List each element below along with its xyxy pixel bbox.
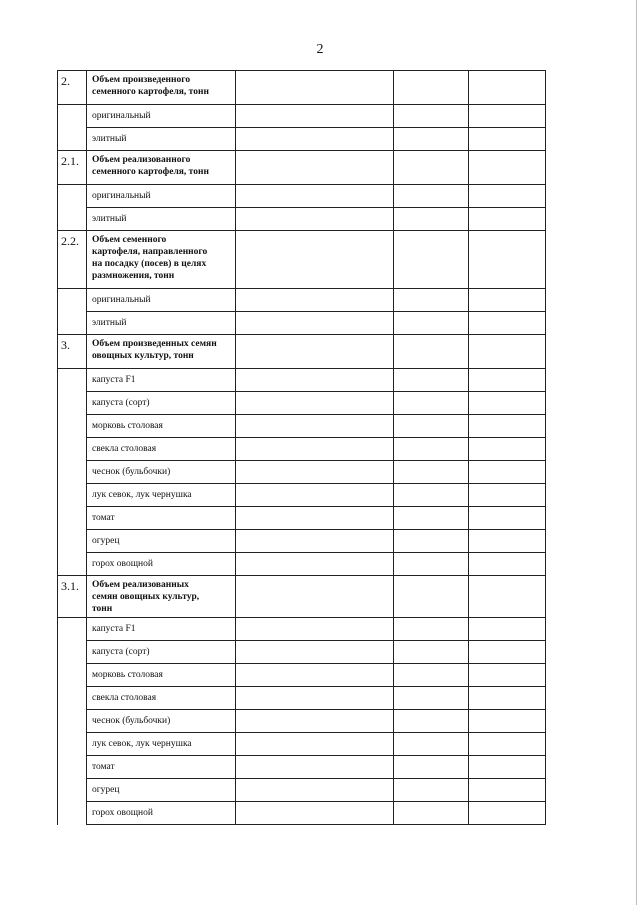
section-number: 2.2.: [58, 231, 87, 289]
number-cell-empty: [58, 530, 87, 553]
section-title-line: тонн: [92, 604, 113, 614]
value-cell[interactable]: [236, 618, 394, 641]
value-cell[interactable]: [236, 733, 394, 756]
value-cell[interactable]: [469, 128, 546, 151]
value-cell[interactable]: [236, 185, 394, 208]
item-row: [58, 438, 546, 461]
value-cell[interactable]: [236, 415, 394, 438]
number-cell-empty: [58, 185, 87, 208]
value-cell[interactable]: [469, 312, 546, 335]
item-label: элитный: [87, 128, 236, 151]
value-cell[interactable]: [394, 415, 469, 438]
item-label: огурец: [87, 530, 236, 553]
item-row: [58, 128, 546, 151]
item-row: [58, 618, 546, 641]
value-cell[interactable]: [469, 151, 546, 185]
item-row: [58, 289, 546, 312]
section-number: 3.: [58, 335, 87, 369]
item-label: морковь столовая: [87, 664, 236, 687]
item-label: морковь столовая: [87, 415, 236, 438]
item-row: [58, 687, 546, 710]
section-header-row: [58, 151, 546, 185]
section-title-line: семенного картофеля, тонн: [92, 87, 209, 97]
value-cell[interactable]: [469, 687, 546, 710]
value-cell[interactable]: [394, 105, 469, 128]
value-cell[interactable]: [469, 710, 546, 733]
item-label: капуста F1: [87, 618, 236, 641]
value-cell[interactable]: [236, 151, 394, 185]
section-title: [87, 576, 236, 618]
number-cell-empty: [58, 779, 87, 802]
item-row: [58, 664, 546, 687]
number-cell-empty: [58, 484, 87, 507]
page-edge-line: [636, 0, 637, 905]
item-row: [58, 756, 546, 779]
item-label: горох овощной: [87, 802, 236, 825]
number-cell-empty: [58, 802, 87, 825]
section-title: [87, 335, 236, 369]
section-title-line: овощных культур, тонн: [92, 351, 194, 361]
value-cell[interactable]: [469, 185, 546, 208]
section-title-line: картофеля, направленного: [92, 247, 208, 257]
number-cell-empty: [58, 208, 87, 231]
item-label: горох овощной: [87, 553, 236, 576]
value-cell[interactable]: [236, 530, 394, 553]
value-cell[interactable]: [394, 369, 469, 392]
section-title: [87, 151, 236, 185]
item-row: [58, 530, 546, 553]
number-cell-empty: [58, 392, 87, 415]
value-cell[interactable]: [236, 687, 394, 710]
item-row: [58, 369, 546, 392]
value-cell[interactable]: [394, 641, 469, 664]
item-row: [58, 553, 546, 576]
value-cell[interactable]: [394, 392, 469, 415]
section-header-row: [58, 576, 546, 618]
value-cell[interactable]: [469, 576, 546, 618]
item-label: томат: [87, 507, 236, 530]
item-label: огурец: [87, 779, 236, 802]
report-table: [57, 70, 546, 825]
item-row: [58, 415, 546, 438]
section-number: 3.1.: [58, 576, 87, 618]
page-number: 2: [316, 42, 324, 57]
item-row: [58, 507, 546, 530]
item-row: [58, 208, 546, 231]
number-cell-empty: [58, 756, 87, 779]
item-row: [58, 105, 546, 128]
section-title-line: семенного картофеля, тонн: [92, 167, 209, 177]
value-cell[interactable]: [469, 231, 546, 289]
number-cell-empty: [58, 710, 87, 733]
item-label: элитный: [87, 312, 236, 335]
item-row: [58, 779, 546, 802]
value-cell[interactable]: [394, 438, 469, 461]
value-cell[interactable]: [236, 461, 394, 484]
item-row: [58, 461, 546, 484]
value-cell[interactable]: [469, 756, 546, 779]
item-label: капуста (сорт): [87, 641, 236, 664]
value-cell[interactable]: [469, 105, 546, 128]
number-cell-empty: [58, 438, 87, 461]
value-cell[interactable]: [469, 461, 546, 484]
section-number: 2.1.: [58, 151, 87, 185]
item-label: оригинальный: [87, 185, 236, 208]
item-row: [58, 802, 546, 825]
item-label: томат: [87, 756, 236, 779]
value-cell[interactable]: [469, 289, 546, 312]
item-row: [58, 392, 546, 415]
value-cell[interactable]: [469, 553, 546, 576]
section-title-line: на посадку (посев) в целях: [92, 259, 207, 269]
section-title-line: Объем реализованных: [92, 580, 189, 590]
value-cell[interactable]: [394, 128, 469, 151]
item-label: лук севок, лук чернушка: [87, 484, 236, 507]
item-row: [58, 733, 546, 756]
item-row: [58, 710, 546, 733]
value-cell[interactable]: [236, 710, 394, 733]
number-cell-empty: [58, 289, 87, 312]
value-cell[interactable]: [236, 553, 394, 576]
number-cell-empty: [58, 641, 87, 664]
value-cell[interactable]: [236, 105, 394, 128]
value-cell[interactable]: [469, 335, 546, 369]
value-cell[interactable]: [469, 802, 546, 825]
number-cell-empty: [58, 461, 87, 484]
value-cell[interactable]: [394, 576, 469, 618]
number-cell-empty: [58, 733, 87, 756]
value-cell[interactable]: [394, 312, 469, 335]
number-cell-empty: [58, 415, 87, 438]
section-number: 2.: [58, 71, 87, 105]
value-cell[interactable]: [469, 438, 546, 461]
item-label: оригинальный: [87, 105, 236, 128]
value-cell[interactable]: [236, 289, 394, 312]
number-cell-empty: [58, 128, 87, 151]
value-cell[interactable]: [394, 185, 469, 208]
value-cell[interactable]: [236, 802, 394, 825]
value-cell[interactable]: [469, 664, 546, 687]
value-cell[interactable]: [394, 802, 469, 825]
value-cell[interactable]: [469, 392, 546, 415]
value-cell[interactable]: [394, 779, 469, 802]
section-header-row: [58, 71, 546, 105]
value-cell[interactable]: [469, 618, 546, 641]
value-cell[interactable]: [469, 369, 546, 392]
value-cell[interactable]: [394, 618, 469, 641]
value-cell[interactable]: [469, 484, 546, 507]
value-cell[interactable]: [236, 369, 394, 392]
item-label: чеснок (бульбочки): [87, 461, 236, 484]
value-cell[interactable]: [236, 641, 394, 664]
item-label: капуста (сорт): [87, 392, 236, 415]
value-cell[interactable]: [394, 530, 469, 553]
item-label: свекла столовая: [87, 687, 236, 710]
number-cell-empty: [58, 687, 87, 710]
value-cell[interactable]: [236, 438, 394, 461]
value-cell[interactable]: [236, 507, 394, 530]
value-cell[interactable]: [394, 151, 469, 185]
value-cell[interactable]: [469, 507, 546, 530]
item-row: [58, 641, 546, 664]
value-cell[interactable]: [236, 208, 394, 231]
value-cell[interactable]: [236, 756, 394, 779]
number-cell-empty: [58, 507, 87, 530]
value-cell[interactable]: [236, 231, 394, 289]
value-cell[interactable]: [394, 484, 469, 507]
value-cell[interactable]: [469, 733, 546, 756]
value-cell[interactable]: [394, 335, 469, 369]
section-title-line: семян овощных культур,: [92, 592, 200, 602]
number-cell-empty: [58, 664, 87, 687]
value-cell[interactable]: [394, 461, 469, 484]
value-cell[interactable]: [469, 71, 546, 105]
section-title: [87, 71, 236, 105]
section-header-row: [58, 335, 546, 369]
item-label: капуста F1: [87, 369, 236, 392]
value-cell[interactable]: [394, 71, 469, 105]
value-cell[interactable]: [236, 128, 394, 151]
section-title-line: Объем произведенных семян: [92, 339, 217, 349]
value-cell[interactable]: [469, 415, 546, 438]
item-label: лук севок, лук чернушка: [87, 733, 236, 756]
value-cell[interactable]: [236, 335, 394, 369]
value-cell[interactable]: [236, 664, 394, 687]
report-table-body: [58, 71, 546, 825]
section-title-line: Объем семенного: [92, 235, 167, 245]
value-cell[interactable]: [236, 71, 394, 105]
value-cell[interactable]: [236, 484, 394, 507]
item-label: элитный: [87, 208, 236, 231]
value-cell[interactable]: [469, 779, 546, 802]
item-label: чеснок (бульбочки): [87, 710, 236, 733]
section-title-line: Объем реализованного: [92, 155, 191, 165]
value-cell[interactable]: [469, 530, 546, 553]
value-cell[interactable]: [394, 231, 469, 289]
value-cell[interactable]: [394, 687, 469, 710]
number-cell-empty: [58, 618, 87, 641]
number-cell-empty: [58, 312, 87, 335]
value-cell[interactable]: [236, 312, 394, 335]
value-cell[interactable]: [394, 208, 469, 231]
section-title: [87, 231, 236, 289]
value-cell[interactable]: [394, 507, 469, 530]
item-label: свекла столовая: [87, 438, 236, 461]
number-cell-empty: [58, 553, 87, 576]
value-cell[interactable]: [469, 208, 546, 231]
section-header-row: [58, 231, 546, 289]
section-title-line: Объем произведенного: [92, 75, 191, 85]
value-cell[interactable]: [236, 392, 394, 415]
value-cell[interactable]: [469, 641, 546, 664]
section-title-line: размножения, тонн: [92, 271, 175, 281]
value-cell[interactable]: [236, 779, 394, 802]
value-cell[interactable]: [394, 664, 469, 687]
number-cell-empty: [58, 369, 87, 392]
value-cell[interactable]: [394, 289, 469, 312]
item-row: [58, 185, 546, 208]
value-cell[interactable]: [236, 576, 394, 618]
value-cell[interactable]: [394, 553, 469, 576]
value-cell[interactable]: [394, 756, 469, 779]
value-cell[interactable]: [394, 733, 469, 756]
item-label: оригинальный: [87, 289, 236, 312]
item-row: [58, 312, 546, 335]
value-cell[interactable]: [394, 710, 469, 733]
item-row: [58, 484, 546, 507]
number-cell-empty: [58, 105, 87, 128]
